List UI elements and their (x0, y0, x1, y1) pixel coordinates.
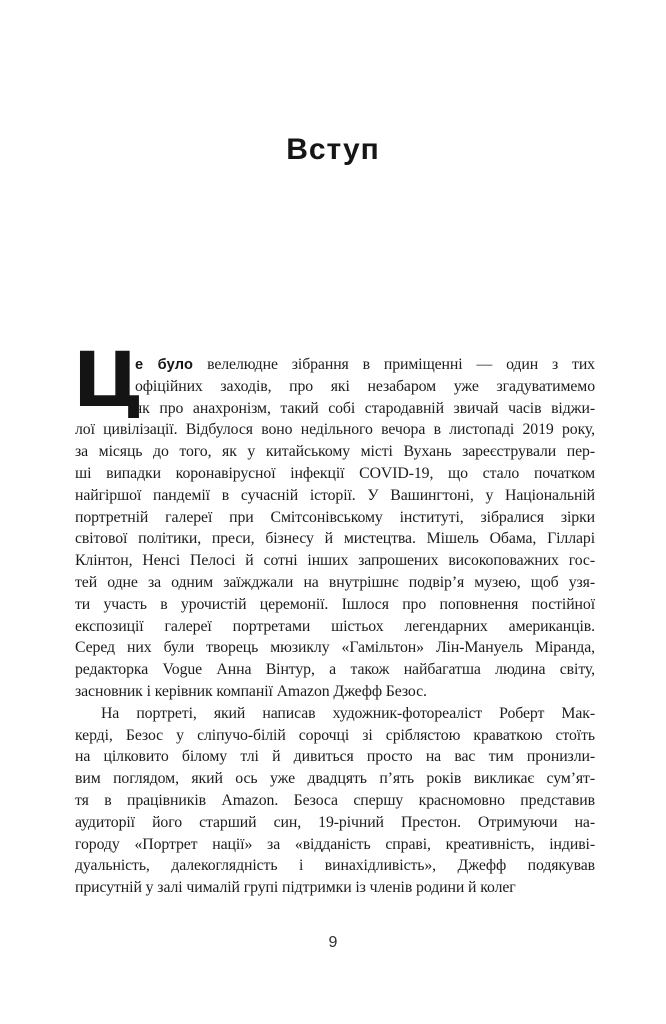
text-line: засновник і керівник компанії Amazon Джефф Безос. (75, 682, 427, 700)
page-number: 9 (328, 934, 338, 951)
text-line: портретній галереї при Смітсонівському інституті, зібралися зірки (75, 508, 595, 526)
text-line: Серед них були творець мюзиклу «Гамільтон» Лін-Мануель Міранда, (75, 639, 595, 657)
text-line: присутній у залі чималій групі підтримки із членів родини й колег (75, 879, 516, 897)
lead-bold-text: е було (135, 357, 194, 373)
text-line: світової політики, преси, бізнесу й мистецтва. Мішель Обама, Гілларі (75, 530, 595, 548)
text-line: тей одне за одним заїжджали на внутрішнє подвір’я музею, щоб узя- (75, 573, 595, 591)
body-text-block (73, 335, 595, 899)
text-line: експозиції галереї портретами шістьох легендарних американців. (75, 617, 595, 635)
text-line: за місяць до того, як у китайському місті Вухань зареєстрували пер- (75, 443, 595, 461)
text-line: ші випадки коронавірусної інфекції COVID-19, що стало початком (75, 464, 595, 482)
text-line: офіційних заходів, про які незабаром уже згадуватимемо (135, 377, 595, 395)
text-line: найгіршої пандемії в сучасній історії. У Вашингтоні, у Національній (75, 486, 595, 504)
text-line: дуальність, далекоглядність і винахідливість», Джефф подякував (75, 857, 595, 875)
text-line: тя в працівників Amazon. Безоса спершу красномовно представив (75, 791, 595, 809)
text-line: городу «Портрет нації» за «відданість справі, креативність, індиві- (75, 835, 595, 853)
text-line: ти участь в урочистій церемонії. Ішлося про поповнення постійної (75, 595, 595, 613)
text-line: на цілковито білому тлі й дивиться просто на вас тим пронизли- (75, 748, 595, 766)
text-line: аудиторії його старший син, 19-річний Престон. Отримуючи на- (75, 813, 595, 831)
line-text: велелюдне зібрання в приміщенні — один з тих (207, 356, 595, 373)
text-line: редакторка Vogue Анна Вінтур, а також найбагатша людина світу, (75, 661, 595, 679)
text-line (75, 354, 595, 376)
dropcap-letter: Ц (73, 335, 144, 424)
chapter-title: Вступ (286, 133, 380, 166)
text-line: вим поглядом, який ось уже двадцять п’ять років викликає сум’ят- (75, 770, 595, 788)
text-line: На портреті, який написав художник-фотореаліст Роберт Мак- (101, 704, 595, 722)
text-line: як про анахронізм, такий собі стародавній звичай часів віджи- (135, 399, 595, 417)
text-line: Клінтон, Ненсі Пелосі й сотні інших запрошених високоповажних гос- (75, 552, 595, 570)
text-line: лої цивілізації. Відбулося воно недільного вечора в листопаді 2019 року, (75, 421, 595, 439)
text-line: керді, Безос у сліпучо-білій сорочці зі сріблястою краваткою стоїть (75, 726, 595, 744)
